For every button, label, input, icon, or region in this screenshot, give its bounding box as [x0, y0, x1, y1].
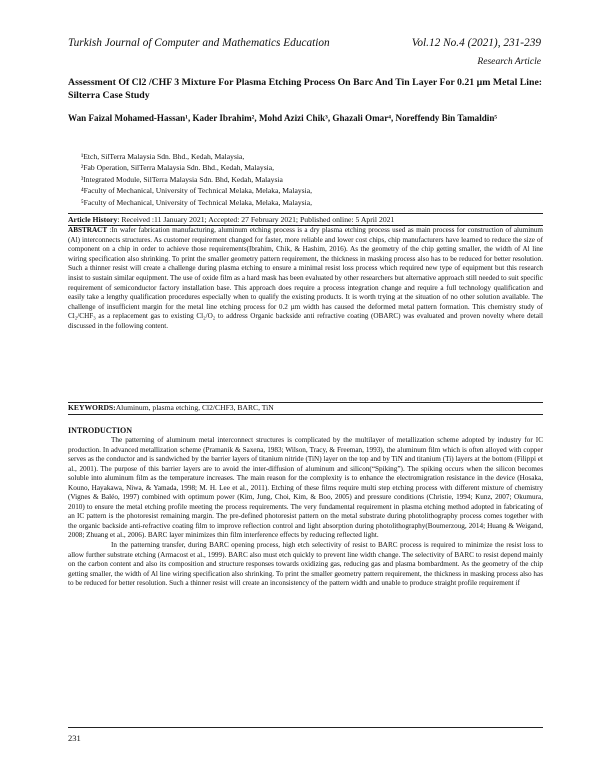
- introduction-body: [68, 436, 543, 589]
- article-type: Research Article: [477, 56, 541, 67]
- affiliation-1: ¹Etch, SilTerra Malaysia Sdn. Bhd., Kedah, Malaysia,: [81, 152, 245, 161]
- history-label: Article History: [68, 215, 118, 224]
- intro-paragraph-1: The patterning of aluminum metal interconnect structures is complicated by the multilayer of metallization scheme adopted by industry for IC production. In advanced metallization scheme (Pramanik & Saxena, 1983; Wilson, Tracy, & Freeman, 1993), the aluminum film which is often alloyed with copper serves as the conductor and is sandwiched by the barrier layers of titanium nitride (TiN) layer on the top and by TiN and titanium (Ti) layers at the bottom (Filippi et al., 2001). The purpose of this barrier layers are to avoid the inter-diffusion of aluminum and silicon(“Spiking”). The spiking occurs when the silicon becomes soluble into aluminum film as the temperature increases. The main reason for the complexity is to enhance the electromigration resistance in the device (Hosaka, Kouno, Hayakawa, Niwa, & Yamada, 1998; M. H. Lee et al., 2011). Etching of these films require multi step etching process with different mixture of chemistry (Vignes & Baléo, 1997) combined with optimum power (Kim, Jung, Choi, Kim, & Boo, 2005) and pressure conditions (Christie, 1994; Kunz, 2007; Okumura, 2010) to ensure the metal etching profile meeting the process requirements. The very fundamental requirement in plasma etching method adopted in fabricating of an IC pattern is the photoresist remaining margin. The pre-defined photoresist pattern on the metal substrate during photolithography process comes together with the organic backside anti-refractive coating film to improve reflection control and light absorption during photolithography(Boumerzoug, 2014; Huang & Weigand, 2008; Zhuang et al., 2006). BARC layer minimizes thin film interference effects by reducing reflected light.: [68, 436, 543, 540]
- keywords-label: KEYWORDS:: [68, 403, 116, 412]
- abstract-label: ABSTRACT: [68, 226, 108, 234]
- affiliation-5: ⁵Faculty of Mechanical, University of Technical Melaka, Melaka, Malaysia,: [81, 197, 312, 207]
- abstract-text: :In wafer fabrication manufacturing, aluminum etching process is a dry plasma etching process used as main process for construction of aluminum (Al) interconnects structures. As customer requirement changed for faster, more reliable and lower cost chips, chip manufacturers have learned to reduce the size of component on a chip in order to achieve those requirements(Ibrahim, Chik, & Hashim, 2016). As the geometry of the chip getting smaller, the width of Al line wiring specification also shrinking. To print the smaller geometry pattern requirement, the thickness in masking process also has to be reduced for better resolution. Such a thinner resist will create a challenge during plasma etching to ensure a minimal resist loss process which required new type of equipment but this research insist to sustain similar equipment. The use of oxide film as a hard mask has been evaluated by other researchers but alternative approach still needed to suit specific requirement of semiconductor factory installation base. This approach does require a process integration change and require a full technology qualification and easily take a lengthy qualification procedures especially when to qualify the existing products. It is worth trying at the situation of no other solution available. The challenge of insufficient margin for the metal line etching process for 0.2 µm width has caused the deformed metal pattern formation. This chemistry study of Cl₂/CHF₃ as a replacement gas to existing Cl₂/O₂ to address Organic backside anti refractive coating (OBARC) was evaluated and proven novelty where detail discussed in the following content.: [68, 226, 543, 330]
- affiliations: [81, 151, 541, 208]
- keywords: [68, 403, 543, 413]
- affiliation-4: ⁴Faculty of Mechanical, University of Technical Melaka, Melaka, Malaysia,: [81, 186, 312, 196]
- journal-name: Turkish Journal of Computer and Mathematics Education: [68, 37, 330, 49]
- article-history: [68, 215, 543, 225]
- abstract: [68, 226, 543, 332]
- section-heading-introduction: INTRODUCTION: [68, 426, 133, 435]
- footer-rule: [68, 727, 543, 728]
- affiliation-2: ²Fab Operation, SilTerra Malaysia Sdn. Bhd., Kedah, Malaysia,: [81, 163, 275, 173]
- paper-title: Assessment Of Cl2 /CHF 3 Mixture For Plasma Etching Process On Barc And Tin Layer For 0.21 µm Metal Line: Silterra Case Study: [68, 77, 543, 101]
- keywords-text: Aluminum, plasma etching, Cl2/CHF3, BARC, TiN: [115, 403, 274, 412]
- intro-paragraph-2: In the patterning transfer, during BARC opening process, high etch selectivity of resist to BARC process is required to minimize the resist loss to allow further substrate etching (Armacost et al., 1999). BARC also must etch quickly to prevent line width change. The selectivity of BARC to resist depend mainly on the carbon content and also its composition and structure responses towards oxidizing gas, reducing gas and plasma bombardment. As the geometry of the chip getting smaller, the width of Al line wiring specification also shrinking. To print the smaller geometry pattern requirement, the thickness in masking process also has to be reduced for better resolution. Such a thinner resist will create an inconsistency of the pattern width and unable to produce straight profile requirement if: [68, 541, 543, 588]
- divider-bottom: [68, 414, 543, 415]
- volume-pages: Vol.12 No.4 (2021), 231-239: [411, 37, 541, 49]
- page-number: 231: [68, 733, 81, 743]
- author-list: Wan Faizal Mohamed-Hassan¹, Kader Ibrahim², Mohd Azizi Chik³, Ghazali Omar⁴, Noreffendy Bin Tamaldin⁵: [68, 113, 498, 123]
- affiliation-3: ³Integrated Module, SilTerra Malaysia Sdn. Bhd, Kedah, Malaysia: [81, 174, 283, 184]
- history-text: : Received :11 January 2021; Accepted: 27 February 2021; Published online: 5 April 2021: [117, 215, 395, 224]
- divider-top: [68, 213, 543, 214]
